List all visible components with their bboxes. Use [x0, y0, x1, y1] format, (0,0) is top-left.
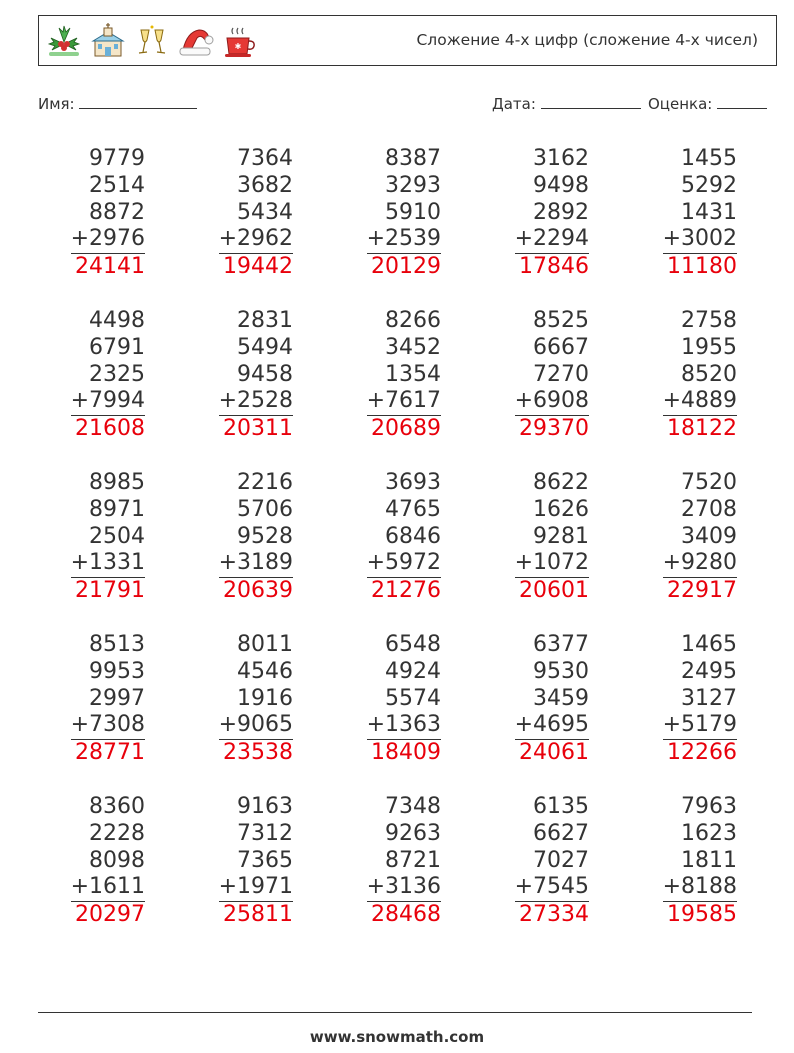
last-addend-row [173, 388, 293, 416]
grade-label: Оценка: [648, 95, 713, 113]
addend: 8520 [681, 361, 737, 387]
addend: 8360 [89, 794, 145, 819]
hot-drink-icon [221, 22, 259, 60]
addend: 8387 [385, 146, 441, 171]
last-addend-row [321, 550, 441, 578]
last-addend-row [617, 226, 737, 254]
addend: 2892 [533, 199, 589, 225]
addend: 6135 [533, 794, 589, 819]
addend: 3452 [385, 334, 441, 360]
answer: 23538 [223, 740, 293, 766]
grade-line[interactable] [717, 94, 767, 109]
last-addend-row [173, 874, 293, 902]
addend: 9530 [533, 658, 589, 684]
last-addend-row [617, 550, 737, 578]
last-addend-row [25, 712, 145, 740]
last-addend-row [25, 226, 145, 254]
addend: 2831 [237, 308, 293, 333]
date-field[interactable] [492, 94, 641, 113]
addition-problem [617, 794, 737, 929]
answer: 20297 [75, 902, 145, 928]
date-label: Дата: [492, 95, 536, 113]
answer: 19442 [223, 254, 293, 280]
addend: 2228 [89, 820, 145, 846]
answer: 25811 [223, 902, 293, 928]
addend: 8622 [533, 470, 589, 495]
last-addend: +3002 [663, 226, 737, 254]
last-addend-row [617, 874, 737, 902]
addend: 2514 [89, 172, 145, 198]
answer: 21276 [371, 578, 441, 604]
addend: 1465 [681, 632, 737, 657]
addend: 8971 [89, 496, 145, 522]
addition-problem [617, 470, 737, 605]
last-addend: +2294 [515, 226, 589, 254]
holly-icon [45, 22, 83, 60]
addend: 8011 [237, 632, 293, 657]
last-addend-row [25, 874, 145, 902]
answer: 20639 [223, 578, 293, 604]
addition-problem [321, 308, 441, 443]
addend: 9163 [237, 794, 293, 819]
last-addend: +1363 [367, 712, 441, 740]
answer: 20129 [371, 254, 441, 280]
santa-hat-icon [177, 22, 215, 60]
last-addend: +5179 [663, 712, 737, 740]
last-addend: +4695 [515, 712, 589, 740]
answer: 18409 [371, 740, 441, 766]
addition-problem [25, 470, 145, 605]
last-addend-row [321, 388, 441, 416]
addend: 9458 [237, 361, 293, 387]
addition-problem [321, 632, 441, 767]
addend: 6846 [385, 523, 441, 549]
answer: 29370 [519, 416, 589, 442]
addend: 9263 [385, 820, 441, 846]
last-addend-row [321, 712, 441, 740]
last-addend-row [617, 388, 737, 416]
last-addend: +6908 [515, 388, 589, 416]
addend: 4765 [385, 496, 441, 522]
addend: 6791 [89, 334, 145, 360]
addend: 1916 [237, 685, 293, 711]
last-addend: +1611 [71, 874, 145, 902]
grade-field[interactable] [648, 94, 767, 113]
addend: 8721 [385, 847, 441, 873]
addend: 7312 [237, 820, 293, 846]
addend: 6627 [533, 820, 589, 846]
name-label: Имя: [38, 95, 75, 113]
addend: 4498 [89, 308, 145, 333]
addition-problem [25, 146, 145, 281]
addend: 2216 [237, 470, 293, 495]
answer: 24141 [75, 254, 145, 280]
last-addend: +1971 [219, 874, 293, 902]
name-line[interactable] [79, 94, 197, 109]
addend: 4546 [237, 658, 293, 684]
answer: 17846 [519, 254, 589, 280]
addition-problem [469, 470, 589, 605]
answer: 28468 [371, 902, 441, 928]
date-line[interactable] [541, 94, 641, 109]
last-addend-row [469, 550, 589, 578]
addend: 3682 [237, 172, 293, 198]
answer: 21791 [75, 578, 145, 604]
addition-problem [617, 632, 737, 767]
addition-problem [617, 146, 737, 281]
last-addend: +7994 [71, 388, 145, 416]
addend: 7520 [681, 470, 737, 495]
last-addend: +7545 [515, 874, 589, 902]
addend: 9281 [533, 523, 589, 549]
addend: 3693 [385, 470, 441, 495]
addend: 1626 [533, 496, 589, 522]
addition-problem [173, 308, 293, 443]
addend: 9779 [89, 146, 145, 171]
answer: 20311 [223, 416, 293, 442]
addend: 2495 [681, 658, 737, 684]
addend: 5910 [385, 199, 441, 225]
last-addend: +2962 [219, 226, 293, 254]
last-addend-row [173, 712, 293, 740]
last-addend-row [321, 226, 441, 254]
addition-problem [25, 794, 145, 929]
icon-strip [45, 22, 259, 60]
addition-problem [469, 308, 589, 443]
addend: 3162 [533, 146, 589, 171]
answer: 11180 [667, 254, 737, 280]
last-addend: +1331 [71, 550, 145, 578]
last-addend-row [321, 874, 441, 902]
addend: 8872 [89, 199, 145, 225]
addend: 8266 [385, 308, 441, 333]
last-addend-row [469, 874, 589, 902]
answer: 21608 [75, 416, 145, 442]
addend: 3459 [533, 685, 589, 711]
addition-problem [173, 470, 293, 605]
addend: 8513 [89, 632, 145, 657]
last-addend: +9065 [219, 712, 293, 740]
addend: 5434 [237, 199, 293, 225]
svg-text:✱: ✱ [234, 42, 242, 51]
footer-divider [38, 1012, 752, 1013]
addend: 7963 [681, 794, 737, 819]
last-addend-row [617, 712, 737, 740]
addend: 7270 [533, 361, 589, 387]
addition-problem [173, 632, 293, 767]
last-addend: +1072 [515, 550, 589, 578]
addend: 2325 [89, 361, 145, 387]
addend: 5574 [385, 685, 441, 711]
last-addend: +8188 [663, 874, 737, 902]
addend: 1955 [681, 334, 737, 360]
answer: 28771 [75, 740, 145, 766]
addition-problem [321, 794, 441, 929]
answer: 27334 [519, 902, 589, 928]
worksheet-header [38, 15, 777, 66]
last-addend: +3189 [219, 550, 293, 578]
addend: 3409 [681, 523, 737, 549]
answer: 22917 [667, 578, 737, 604]
addend: 9953 [89, 658, 145, 684]
addend: 7365 [237, 847, 293, 873]
addend: 4924 [385, 658, 441, 684]
last-addend: +2976 [71, 226, 145, 254]
answer: 12266 [667, 740, 737, 766]
addend: 8985 [89, 470, 145, 495]
last-addend: +2539 [367, 226, 441, 254]
addition-problem [25, 308, 145, 443]
last-addend-row [25, 388, 145, 416]
addend: 8098 [89, 847, 145, 873]
addition-problem [469, 632, 589, 767]
addition-problem [173, 794, 293, 929]
addition-problem [469, 146, 589, 281]
last-addend-row [173, 226, 293, 254]
addend: 5706 [237, 496, 293, 522]
addend: 2504 [89, 523, 145, 549]
addend: 6377 [533, 632, 589, 657]
addend: 7364 [237, 146, 293, 171]
last-addend: +7617 [367, 388, 441, 416]
addend: 9528 [237, 523, 293, 549]
addend: 5494 [237, 334, 293, 360]
addend: 2758 [681, 308, 737, 333]
addend: 6548 [385, 632, 441, 657]
last-addend: +3136 [367, 874, 441, 902]
addend: 3293 [385, 172, 441, 198]
last-addend: +5972 [367, 550, 441, 578]
addend: 2997 [89, 685, 145, 711]
addend: 9498 [533, 172, 589, 198]
addend: 1623 [681, 820, 737, 846]
addend: 1455 [681, 146, 737, 171]
addend: 7348 [385, 794, 441, 819]
addend: 6667 [533, 334, 589, 360]
last-addend: +2528 [219, 388, 293, 416]
last-addend: +9280 [663, 550, 737, 578]
answer: 24061 [519, 740, 589, 766]
last-addend-row [469, 712, 589, 740]
addition-problem [321, 146, 441, 281]
addition-problem [173, 146, 293, 281]
worksheet-title: Сложение 4-х цифр (сложение 4-х чисел) [416, 31, 758, 49]
champagne-glasses-icon [133, 22, 171, 60]
addend: 3127 [681, 685, 737, 711]
answer: 19585 [667, 902, 737, 928]
name-field[interactable] [38, 94, 197, 113]
addend: 8525 [533, 308, 589, 333]
last-addend-row [469, 388, 589, 416]
addend: 1354 [385, 361, 441, 387]
last-addend-row [469, 226, 589, 254]
addend: 5292 [681, 172, 737, 198]
answer: 18122 [667, 416, 737, 442]
footer-site: www.snowmath.com [309, 1028, 485, 1046]
addition-problem [25, 632, 145, 767]
last-addend: +4889 [663, 388, 737, 416]
addend: 2708 [681, 496, 737, 522]
answer: 20601 [519, 578, 589, 604]
addition-problem [617, 308, 737, 443]
addend: 1431 [681, 199, 737, 225]
last-addend-row [173, 550, 293, 578]
addition-problem [469, 794, 589, 929]
addend: 1811 [681, 847, 737, 873]
last-addend-row [25, 550, 145, 578]
addition-problem [321, 470, 441, 605]
addend: 7027 [533, 847, 589, 873]
last-addend: +7308 [71, 712, 145, 740]
church-icon [89, 22, 127, 60]
answer: 20689 [371, 416, 441, 442]
